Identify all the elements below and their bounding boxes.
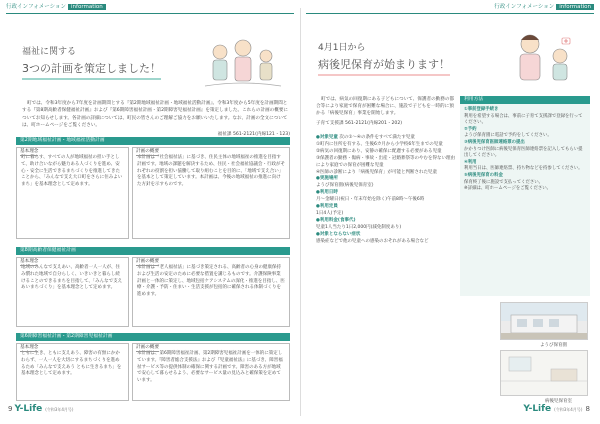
section3-overview-text: 本計画は、第6期障害福祉計画、第2期障害児福祉計画を一体的に策定しています。『障害者総合支援法』および『児童福祉法』に基づき、障害福祉サービス等の提供体制の確保に関する計画です。障害のある方が地域で安心して暮らせるよう、必要なサービス量の見込みと確保策を定めています。 bbox=[137, 351, 283, 384]
section3-philosophy-text: ともに生き、ともに支えあう、障害の有無にかかわらず、一人一人を大切にするまちづくりを進めるため「みんなで支えあう ともに生きるまち」を基本理念として定めます。 bbox=[21, 351, 122, 377]
detail-item: ●実施場所 ようび保育園(病後児保育室) bbox=[316, 176, 374, 189]
footer-right-page: 8 bbox=[585, 405, 590, 413]
section2-overview-label: 計画の概要 bbox=[136, 259, 159, 264]
section1-overview-box bbox=[132, 147, 290, 239]
right-lead-text: 町では、病気の回復期にある子どもについて、保護者の勤務の都合等により家庭で保育が困難な場合に、施設で子どもを一時的に預かる「病後児保育」事業を開始します。 bbox=[316, 97, 455, 117]
section-head-3: 第6期障害福祉計画・第2期障害児福祉計画 bbox=[16, 333, 290, 341]
usage-panel bbox=[460, 96, 590, 296]
header-right-label: 行政インフォメーション bbox=[494, 4, 555, 10]
header-left bbox=[6, 2, 106, 12]
usage-note: ※詳細は、町ホームページをご覧ください。 bbox=[464, 186, 552, 192]
right-title-line2: 病後児保育が始まります！ bbox=[318, 56, 450, 76]
footer-left-issue: (令和3年4月号) bbox=[45, 407, 74, 412]
usage-step: ④利用 利用当日は、医師連絡票、持ち物などを持参してください。 bbox=[464, 159, 583, 172]
page-gutter bbox=[300, 8, 301, 416]
section1-philosophy-label: 基本理念 bbox=[20, 149, 39, 154]
section2-philosophy-label: 基本理念 bbox=[20, 259, 39, 264]
nursery-building-photo bbox=[500, 302, 588, 340]
detail-item: ●対象とならない症状 感染症などで他の児童への感染のおそれがある場合など bbox=[316, 231, 429, 244]
footer-left-page: 9 bbox=[8, 405, 13, 413]
section3-philosophy-label: 基本理念 bbox=[20, 345, 39, 350]
family-illustration-icon bbox=[200, 30, 286, 94]
right-lead bbox=[316, 96, 456, 127]
footer-left-brand: Y-Life bbox=[14, 404, 43, 414]
nursery-details bbox=[316, 135, 458, 246]
header-left-rule bbox=[6, 13, 294, 14]
section3-philosophy-box bbox=[16, 343, 129, 401]
left-title-line2: 3つの計画を策定しました！ bbox=[22, 60, 161, 80]
left-lead bbox=[22, 100, 290, 138]
right-title-block bbox=[318, 40, 488, 76]
section-head-2: 第8期高齢者保健福祉計画 bbox=[16, 247, 290, 255]
detail-item: ●対象児童 次の①～④の条件をすべて満たす児童 bbox=[316, 135, 415, 140]
room-icon bbox=[501, 351, 587, 395]
footer-left bbox=[8, 404, 73, 414]
sick-childcare-room-photo bbox=[500, 350, 588, 396]
section3-overview-box bbox=[132, 343, 290, 401]
section1-philosophy-box bbox=[16, 147, 129, 239]
left-title-line1: 福祉に関する bbox=[22, 47, 77, 57]
detail-item: ④医師の診断により「病後児保育」が可能と判断された児童 bbox=[316, 169, 438, 175]
header-right bbox=[494, 2, 594, 12]
right-title-line1: 4月1日から bbox=[318, 43, 366, 53]
detail-item: ②病気の回復期にあり、安静の確保に配慮する必要がある児童 bbox=[316, 148, 442, 154]
section-head-1: 第2期地域福祉計画・地域福祉活動計画 bbox=[16, 137, 290, 145]
usage-step: ①事前登録手続き 利用を希望する場合は、事前に子育て支援課で登録を行ってください。 bbox=[464, 107, 583, 126]
detail-item: ●利用日時 月～金曜日(祝日・年末年始を除く)午前8時～午後6時 bbox=[316, 190, 425, 203]
right-contact: 子育て支援課 561-2121(内線201・202) bbox=[316, 120, 403, 126]
footer-right-brand: Y-Life bbox=[523, 404, 552, 414]
usage-step: ⑤病後児保育の料金 保育終了後に施設で支払ってください。 bbox=[464, 172, 544, 185]
section2-philosophy-box bbox=[16, 257, 129, 327]
footer-right bbox=[523, 404, 592, 414]
left-contact: 福祉課 561-2121(内線121・123) bbox=[217, 131, 290, 137]
section3-overview-label: 計画の概要 bbox=[136, 345, 159, 350]
header-right-tag: information bbox=[556, 4, 594, 10]
left-title-block bbox=[22, 44, 197, 80]
header-right-rule bbox=[306, 13, 594, 14]
section1-overview-label: 計画の概要 bbox=[136, 149, 159, 154]
caption-room: 病後児保育室 bbox=[545, 399, 572, 404]
section1-overview-text: 本計画は「社会福祉法」に基づき、住民主体の地域福祉の推進を目指す計画です。地域の課題を解決するため、住民・社会福祉協議会・行政がそれぞれの役割を担い協働して取り組むことを目的に、「地域で支え合い」を基本として策定しています。本計画は、今後の地域福祉の推進に向けた方針を示すものです。 bbox=[137, 155, 285, 188]
caption-building: ようび保育園 bbox=[540, 343, 567, 348]
left-lead-text: 町では、令和3年度から7年度を計画期間とする『第2期地域福祉計画・地域福祉活動計画』、令和3年度から5年度を計画期間とする『第8期高齢者保健福祉計画』および『第6期障害福祉計画・第2期障害児福祉計画』を策定しました。これらの計画の概要についてお知らせします。各計画の詳細については、町民の皆さんのご理解ご協力をお願いいたします。なお、計画の全文については、町ホームページをご覧ください。 bbox=[22, 101, 289, 129]
usage-step: ②予約 ようび保育園に電話で予約をしてください。 bbox=[464, 126, 552, 139]
section1-philosophy-text: 町に暮らす、すべての人が地域福祉の担い手として、助け合いながら魅力ある人づくりを進め、安心・安全に生活できるまちづくりを推進してきたことから、「みんなで支え大口町をさらに住みよいまち」を基本理念として定めます。 bbox=[21, 155, 123, 188]
detail-item: ●利用料金(食事代) 児童1人当たり1日2,000円(減免制度あり) bbox=[316, 217, 402, 230]
section2-philosophy-text: 地域のみんなで支えあい、高齢者一人一人が、住み慣れた地域で自分らしく、いきいきと暮らし続けることのできるまちを目指して、「みんなで支えあいまちづくり」を基本理念として定めます。 bbox=[21, 265, 123, 291]
usage-head: 利用方法 bbox=[460, 96, 590, 104]
header-left-label: 行政インフォメーション bbox=[6, 4, 67, 10]
detail-item: ①町内に住所を有する、生後6カ月から小学校6年生までの児童 bbox=[316, 141, 443, 147]
footer-right-issue: (令和3年4月号) bbox=[554, 407, 583, 412]
section2-overview-text: 本計画は「老人福祉法」に基づき策定される、高齢者の心身の健康保持および生活の安定のために必要な措置を講じるものです。介護保険事業計画と一体的に策定し、地域包括ケアシステムの深化・推進を目指し、医療・介護・予防・住まい・生活支援が包括的に確保される体制づくりを進めます。 bbox=[137, 265, 285, 298]
building-icon bbox=[501, 303, 587, 339]
header-left-tag: information bbox=[68, 4, 106, 10]
detail-item: ③保護者の勤務・傷病・事故・出産・冠婚葬祭等のやむを得ない理由により家庭での保育が困難な児童 bbox=[316, 155, 456, 168]
usage-step: ③病後児保育医師連絡票の提出 かかりつけ医師に病後児保育医師連絡票を記入してもらい提出してください。 bbox=[464, 139, 583, 159]
detail-item: ●利用定員 1日4人(予定) bbox=[316, 204, 344, 216]
section2-overview-box bbox=[132, 257, 290, 327]
parent-child-illustration-icon bbox=[500, 26, 586, 90]
